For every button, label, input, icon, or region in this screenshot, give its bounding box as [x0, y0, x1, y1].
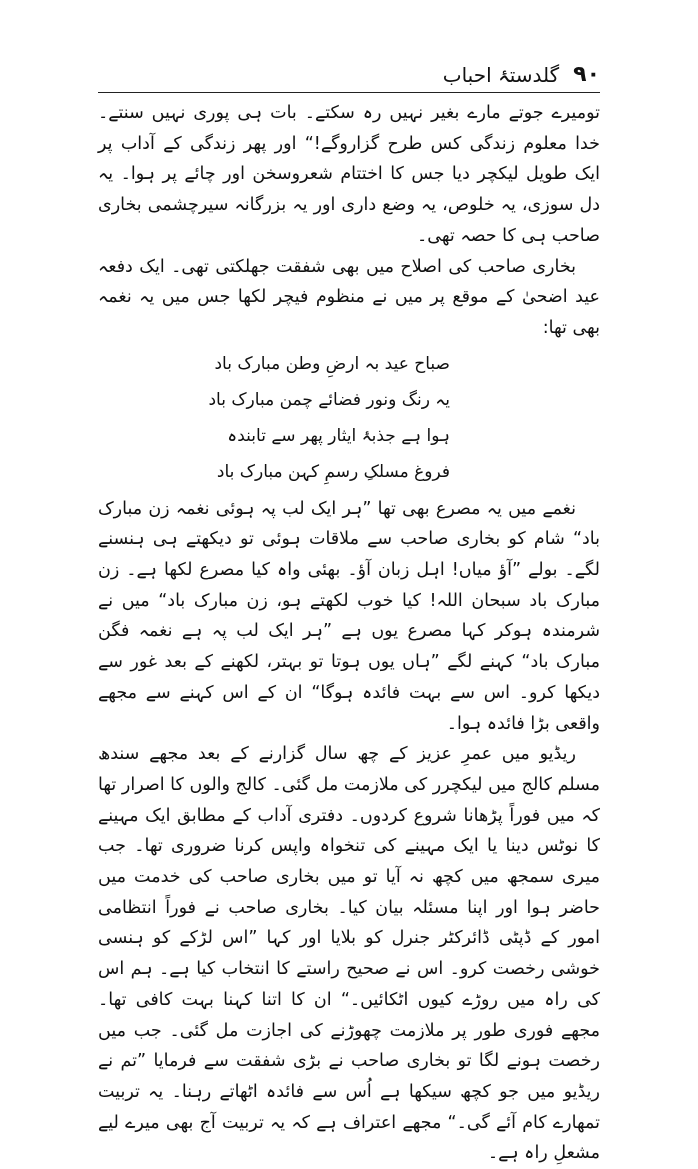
page-number: ۹۰	[573, 62, 600, 87]
body-text	[98, 98, 600, 1169]
paragraph: ریڈیو میں عمرِ عزیز کے چھ سال گزارنے کے بعد مجھے سندھ مسلم کالج میں لیکچرر کی ملازمت مل گئی۔ کالج والوں کا اصرار تھا کہ میں فوراً پڑھانا شروع کردوں۔ دفتری آداب کے مطابق ایک مہینے کا نوٹس دینا یا ایک مہینے کی تنخواہ واپس کرنا ضروری تھا۔ جب میری سمجھ میں کچھ نہ آیا تو میں بخاری صاحب کی خدمت میں حاضر ہوا اور اپنا مسئلہ بیان کیا۔ بخاری صاحب نے فوراً انتظامی امور کے ڈپٹی ڈائرکٹر جنرل کو بلایا اور کہا ”اس لڑکے کو ہنسی خوشی رخصت کرو۔ اس نے صحیح راستے کا انتخاب کیا ہے۔ ہم اس کی راہ میں روڑے کیوں اٹکائیں۔“ ان کا اتنا کہنا بہت کافی تھا۔ مجھے فوری طور پر ملازمت چھوڑنے کی اجازت مل گئی۔ جب میں رخصت ہونے لگا تو بخاری صاحب نے بڑی شفقت سے فرمایا ”تم نے ریڈیو میں جو کچھ سیکھا ہے اُس سے فائدہ اٹھاتے رہنا۔ یہ تربیت تمھارے کام آئے گی۔“ مجھے اعتراف ہے کہ یہ تربیت آج بھی میرے لیے مشعلِ راہ ہے۔	[98, 744, 600, 1164]
paragraph: بخاری صاحب کی اصلاح میں بھی شفقت جھلکتی تھی۔ ایک دفعہ عید اضحیٰ کے موقع پر میں نے منظوم فیچر لکھا جس میں یہ نغمہ بھی تھا:	[98, 256, 600, 338]
paragraph: نغمے میں یہ مصرع بھی تھا ”ہر ایک لب پہ ہوئی نغمہ زن مبارک باد“ شام کو بخاری صاحب سے ملاقات ہوئی تو دیکھتے ہی ہنسنے لگے۔ بولے ”آؤ میاں! اہل زبان آؤ۔ بھئی واہ کیا مصرع لکھا ہے۔ زن مبارک باد سبحان اللہ! کیا خوب لکھتے ہو، زن مبارک باد“ میں نے شرمندہ ہوکر کہا مصرع یوں ہے ”ہر ایک لب پہ ہے نغمہ فگن مبارک باد“ کہنے لگے ”ہاں یوں ہوتا تو بہتر، لکھنے کے بعد غور سے دیکھا کرو۔ اس سے بہت فائدہ ہوگا“ ان کے اس کہنے سے مجھے واقعی بڑا فائدہ ہوا۔	[98, 498, 600, 734]
poem-verse: صباح عید بہ ارضِ وطن مبارک باد	[214, 353, 450, 374]
header-rule	[98, 92, 600, 93]
poem-verse: ہوا ہے جذبۂ ایثار پھر سے تابندہ	[227, 425, 450, 446]
poem-verse: یہ رنگ ونور فضائے چمن مبارک باد	[208, 389, 450, 410]
page-header	[98, 58, 600, 88]
poem-verse: فروغ مسلکِ رسمِ کہن مبارک باد	[216, 461, 450, 482]
book-title: گلدستۂ احباب	[442, 63, 560, 87]
poem	[98, 346, 600, 490]
paragraph: تومیرے جوتے مارے بغیر نہیں رہ سکتے۔ بات ہی پوری نہیں سنتے۔ خدا معلوم زندگی کس طرح گزاروگے!“ اور پھر زندگی کے آداب پر ایک طویل لیکچر دیا جس کا اختتام شعروسخن اور چائے پر ہوا۔ یہ دل سوزی، یہ خلوص، یہ وضع داری اور یہ بزرگانہ سیرچشمی بخاری صاحب ہی کا حصہ تھی۔	[98, 103, 600, 246]
